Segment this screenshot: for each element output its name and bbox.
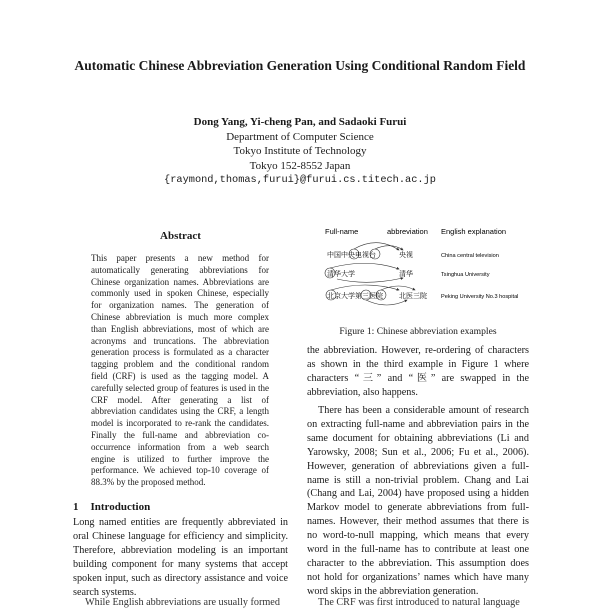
author-department: Department of Computer Science [226,130,374,143]
figure-row-3-full-name: 北京大学第三医院 [327,293,383,300]
figure-row-2-arrow-1 [330,263,399,269]
figure-row-1-full-name: 中国中央电视台 [327,252,376,259]
paper-title: Automatic Chinese Abbreviation Generation Using Conditional Random Field [74,58,526,73]
figure-row-3-english: Peking University No.3 hospital [441,294,519,300]
author-block [100,115,500,188]
figure-row-3-arrow-2 [366,300,407,305]
figure-header-english: English explanation [441,227,507,236]
figure-row-2-abbreviation: 清华 [399,271,413,278]
left-column-cutoff-line: While English abbreviations are usually formed [85,597,280,608]
figure-row-1-english: China central television [441,253,499,259]
author-email: {raymond,thomas,furui}@furui.cs.titech.ac.jp [164,174,436,186]
figure-row-2-english: Tsinghua University [441,272,490,278]
figure-row-1-arrow-2 [375,246,403,250]
figure-row-2-full-name: 清华大学 [327,271,355,278]
figure-row-3-abbreviation: 北医三院 [399,293,427,300]
author-names: Dong Yang, Yi-cheng Pan, and Sadaoki Furui [193,116,407,128]
right-column-paragraph-2: There has been a considerable amount of research on extracting full-name and abbreviation pairs in the same document for obtaining abbreviations (Li and Yarowsky, 2008; Sun et al., 2006; Fu et al., 2006). However, generation of abbreviations given a full-name is still a non-trivial problem. Chang and Lai (Chang and Lai, 2004) have proposed using a hidden Markov model to generate abbreviations from full-names. However, their method assumes that there is no word-to-null mapping, which means that every word in the full-name has to contribute at least one character to the abbreviation. This assumption does not hold for organizations’ names which have many word skips in the abbreviation generation. [307,405,529,597]
right-column-paragraph-1: the abbreviation. However, re-ordering of characters as shown in the third example in Figure 1 where characters “三” and “医” are swapped in the abbreviation, also happens. [307,345,529,398]
author-institute: Tokyo Institute of Technology [233,145,367,157]
figure-row-2-arrow-2 [337,278,403,282]
right-column-cutoff-line: The CRF was first introduced to natural language [318,597,520,608]
abstract-heading: Abstract [160,230,201,242]
section-heading [73,501,150,513]
figure-header-abbreviation: abbreviation [387,227,428,236]
figure-header-full-name: Full-name [325,227,359,236]
section-title: Introduction [90,501,151,513]
figure-1 [307,222,529,322]
figure-caption: Figure 1: Chinese abbreviation examples [339,326,497,337]
author-address: Tokyo 152-8552 Japan [249,159,351,172]
introduction-text: Long named entities are frequently abbreviated in oral Chinese language for efficiency and simplicity. Therefore, abbreviation modeling is an important building component for many systems that accept spoken input, such as directory assistance and voice search systems. [73,517,288,598]
figure-row-1-arrow-1 [354,243,399,250]
figure-row-1-abbreviation: 央视 [399,252,413,259]
abstract-text: This paper presents a new method for automatically generating abbreviations for Chinese organization names. Abbreviations are commonly used in spoken Chinese, especially for organization names. The generation of Chinese abbreviation is much more complex than English abbreviations, most of which are acronyms and truncations. The abbreviation generation process is formulated as a character tagging problem and the conditional random field (CRF) is used as the tagging model. A carefully selected group of features is used in the CRF model. After generating a list of abbreviation candidates using the CRF, a length model is incorporated to re-rank the candidates. Finally the full-name and abbreviation co-occurrence information from a web search engine is utilized to further improve the performance. We achieved top-10 coverage of 88.3% by the proposed method. [91,253,269,488]
figure-1-diagram [307,222,529,322]
section-number: 1 [73,501,79,513]
